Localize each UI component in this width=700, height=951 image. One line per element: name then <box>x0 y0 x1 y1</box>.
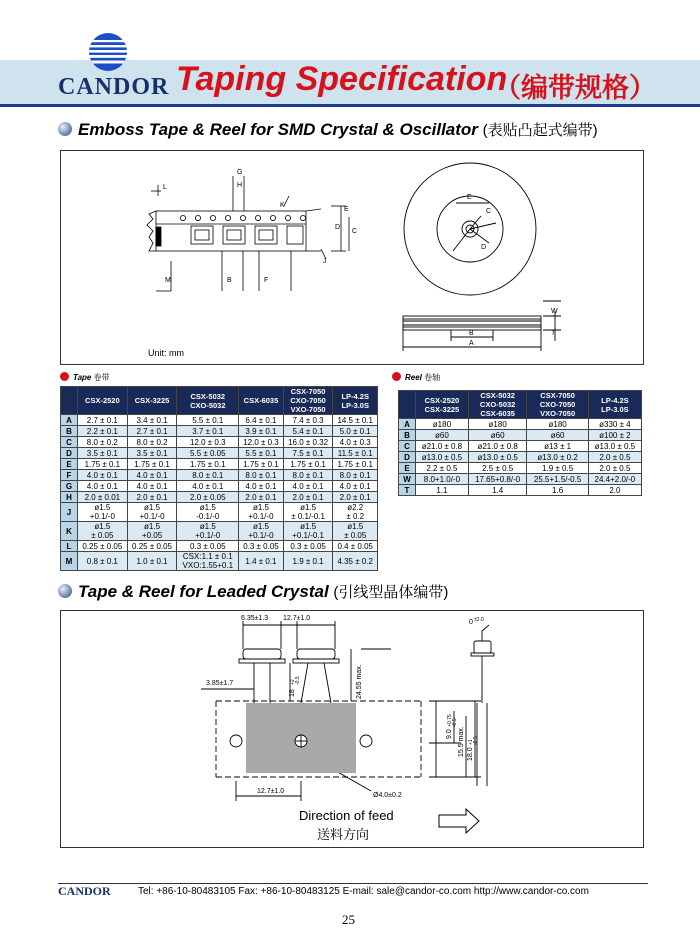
dim-angle-tol: ±2.0 <box>474 617 484 623</box>
reel-row-label: T <box>399 485 416 496</box>
dim-C: C <box>352 228 358 235</box>
tape-cell: 3.5 ± 0.1 <box>127 448 177 459</box>
tape-cell: 8.0 ± 0.1 <box>333 470 378 481</box>
tape-header-cell: CSX-5032 CXO-5032 <box>177 387 239 415</box>
tape-cell: 0.25 ± 0.05 <box>127 541 177 552</box>
tape-cell: 4.0 ± 0.1 <box>177 481 239 492</box>
reel-table-row <box>399 485 642 496</box>
tape-cell: ø1.5 +0.1/-0 <box>239 503 284 522</box>
reel-header-cell: CSX-5032 CXO-5032 CSX-6035 <box>468 391 527 419</box>
tape-cell: 8.0 ± 0.2 <box>78 437 128 448</box>
reel-cell: ø13 ± 1 <box>527 441 588 452</box>
reel-row-label: D <box>399 452 416 463</box>
reel-row-label: C <box>399 441 416 452</box>
dim-M: M <box>165 277 171 284</box>
feed-label: Direction of feed <box>299 808 394 823</box>
tape-cell: 3.7 ± 0.1 <box>177 426 239 437</box>
reel-cell: ø330 ± 4 <box>588 419 641 430</box>
reel-label-cn: 卷轴 <box>424 373 441 382</box>
reel-cell: ø13.0 ± 0.5 <box>468 452 527 463</box>
tape-cell: 0.3 ± 0.05 <box>177 541 239 552</box>
reel-cell: 1.9 ± 0.5 <box>527 463 588 474</box>
tape-cell: 0.4 ± 0.05 <box>333 541 378 552</box>
reel-cell: 2.0 <box>588 485 641 496</box>
tape-table-row <box>61 492 378 503</box>
dim-G: G <box>237 169 243 176</box>
tape-cell: 5.5 ± 0.05 <box>177 448 239 459</box>
reel-table-row <box>399 463 642 474</box>
tape-cell: 16.0 ± 0.32 <box>283 437 333 448</box>
section2-title-cn: (引线型晶体编带) <box>333 584 449 601</box>
dim-D: D <box>335 224 341 231</box>
dim-top-right: 12.7±1.0 <box>283 615 311 622</box>
dim-E: E <box>344 206 349 213</box>
reel-cell: 24.4+2.0/-0 <box>588 474 641 485</box>
tape-table-row <box>61 481 378 492</box>
reel-cell: 1.4 <box>468 485 527 496</box>
tape-table-row <box>61 459 378 470</box>
tape-cell: 4.0 ± 0.1 <box>333 481 378 492</box>
tape-cell: 1.75 ± 0.1 <box>177 459 239 470</box>
tape-cell: 4.0 ± 0.1 <box>239 481 284 492</box>
reel-table-row <box>399 419 642 430</box>
reel-cell: 8.0+1.0/-0 <box>416 474 469 485</box>
section2-title <box>58 581 448 602</box>
tape-header-cell: CSX-3225 <box>127 387 177 415</box>
tape-cell: 3.4 ± 0.1 <box>127 415 177 426</box>
tape-table-row <box>61 415 378 426</box>
reel-table <box>398 390 642 496</box>
reel-header-cell: CSX-7050 CXO-7050 VXO-7050 <box>527 391 588 419</box>
tape-cell: 1.75 ± 0.1 <box>283 459 333 470</box>
tape-cell: ø1.5 ± 0.05 <box>333 522 378 541</box>
tape-row-label: A <box>61 415 78 426</box>
tape-cell: 0.3 ± 0.05 <box>239 541 284 552</box>
tape-cell: 2.7 ± 0.1 <box>127 426 177 437</box>
tape-cell: ø1.5 -0.1/-0 <box>177 503 239 522</box>
tape-cell: 12.0 ± 0.3 <box>239 437 284 448</box>
section1-title <box>58 119 598 140</box>
dim-lead-tol-plus: +2 <box>290 679 296 685</box>
tape-cell: ø1.5 +0.1/-0 <box>78 503 128 522</box>
reel-row-label: W <box>399 474 416 485</box>
tape-cell: CSX:1.1 ± 0.1 VXO:1.55+0.1 <box>177 552 239 571</box>
tape-table-label <box>60 372 110 383</box>
page-title: Taping Specification <box>176 60 508 98</box>
tape-cell: 1.9 ± 0.1 <box>283 552 333 571</box>
tape-cell: ø1.5 ± 0.05 <box>78 522 128 541</box>
dim-pitch: 12.7±1.0 <box>257 788 285 795</box>
tape-row-label: J <box>61 503 78 522</box>
tape-cell: 4.35 ± 0.2 <box>333 552 378 571</box>
section1-title-text: Emboss Tape & Reel for SMD Crystal & Oscillator <box>78 120 478 139</box>
tape-row-label: E <box>61 459 78 470</box>
tape-cell: 4.0 ± 0.1 <box>78 481 128 492</box>
tape-cell: 2.0 ± 0.1 <box>127 492 177 503</box>
tape-cell: 7.5 ± 0.1 <box>283 448 333 459</box>
tape-cell: 1.75 ± 0.1 <box>333 459 378 470</box>
reel-cell: 1.1 <box>416 485 469 496</box>
tape-row-label: D <box>61 448 78 459</box>
tape-cell: 14.5 ± 0.1 <box>333 415 378 426</box>
tape-table-row <box>61 437 378 448</box>
dim-hole-tol-plus: +0.75 <box>447 714 453 727</box>
tape-cell: 1.4 ± 0.1 <box>239 552 284 571</box>
tape-header-cell: CSX-2520 <box>78 387 128 415</box>
reel-cell: ø60 <box>527 430 588 441</box>
tape-cell: 2.0 ± 0.1 <box>333 492 378 503</box>
tape-row-label: K <box>61 522 78 541</box>
dim-tape-total: 18.0 <box>467 747 474 761</box>
dim-H: H <box>237 182 243 189</box>
dim-K: K <box>280 202 285 209</box>
tape-cell: 2.0 ± 0.1 <box>283 492 333 503</box>
reel-cell: ø60 <box>416 430 469 441</box>
tape-cell: 5.0 ± 0.1 <box>333 426 378 437</box>
tape-cell: 1.75 ± 0.1 <box>78 459 128 470</box>
tape-cell: ø1.5 +0.1/-0 <box>127 503 177 522</box>
tape-row-label: C <box>61 437 78 448</box>
tape-cell: 2.0 ± 0.01 <box>78 492 128 503</box>
tape-cell: 1.0 ± 0.1 <box>127 552 177 571</box>
dim-tape-tol-plus: +1 <box>468 739 474 745</box>
dim-overall: 24.55 max. <box>356 664 363 699</box>
reel-table-row <box>399 430 642 441</box>
reel-cell: ø60 <box>468 430 527 441</box>
dim-J: J <box>323 258 327 265</box>
tape-table-row <box>61 470 378 481</box>
tape-header-cell: LP-4.2S LP-3.0S <box>333 387 378 415</box>
feed-label-cn: 送料方向 <box>317 827 370 842</box>
tape-cell: 8.0 ± 0.1 <box>177 470 239 481</box>
reel-dim-E: E <box>467 194 472 201</box>
reel-row-label: B <box>399 430 416 441</box>
tape-header-cell: CSX-7050 CXO-7050 VXO-7050 <box>283 387 333 415</box>
tape-cell: ø1.5 +0.1/-0 <box>239 522 284 541</box>
reel-header-cell: LP-4.2S LP-3.0S <box>588 391 641 419</box>
red-dot-icon <box>60 372 69 381</box>
tape-drawing-svg <box>61 151 643 364</box>
tape-row-label: L <box>61 541 78 552</box>
reel-dim-T: T <box>551 330 556 337</box>
footer-rule <box>58 883 648 884</box>
tape-cell: 3.5 ± 0.1 <box>78 448 128 459</box>
reel-cell: ø21.0 ± 0.8 <box>416 441 469 452</box>
tape-cell: ø2.2 ± 0.2 <box>333 503 378 522</box>
tape-cell: 0.3 ± 0.05 <box>283 541 333 552</box>
reel-cell: 2.5 ± 0.5 <box>468 463 527 474</box>
reel-row-label: E <box>399 463 416 474</box>
reel-table-label <box>392 372 440 383</box>
dim-lead-height: 18 <box>289 689 296 697</box>
tape-label: Tape <box>73 373 92 382</box>
bullet-icon <box>58 122 72 136</box>
tape-cell: 1.75 ± 0.1 <box>127 459 177 470</box>
reel-cell: 25.5+1.5/-0.5 <box>527 474 588 485</box>
tape-cell: 2.0 ± 0.1 <box>239 492 284 503</box>
reel-dim-W: W <box>551 308 558 315</box>
tape-cell: 0.8 ± 0.1 <box>78 552 128 571</box>
bullet-icon <box>58 584 72 598</box>
dim-angle: 0 <box>469 619 473 626</box>
page-title-cn: （编带规格） <box>494 73 656 103</box>
reel-row-label: A <box>399 419 416 430</box>
reel-cell: ø180 <box>527 419 588 430</box>
reel-cell: ø13.0 ± 0.5 <box>588 441 641 452</box>
reel-cell: ø180 <box>416 419 469 430</box>
tape-cell: 1.75 ± 0.1 <box>239 459 284 470</box>
reel-cell: ø180 <box>468 419 527 430</box>
logo-text: CANDOR <box>58 74 170 100</box>
tape-cell: 6.4 ± 0.1 <box>239 415 284 426</box>
tape-cell: 3.9 ± 0.1 <box>239 426 284 437</box>
reel-cell: ø21.0 ± 0.8 <box>468 441 527 452</box>
dim-hole-offset: 9.0 <box>446 729 453 739</box>
logo-globe-icon <box>88 32 128 72</box>
tape-row-label: H <box>61 492 78 503</box>
tape-row-label: B <box>61 426 78 437</box>
reel-cell: ø13.0 ± 0.5 <box>416 452 469 463</box>
tape-table-row <box>61 426 378 437</box>
tape-row-label: G <box>61 481 78 492</box>
tape-cell: ø1.5 ± 0.1/-0.1 <box>283 503 333 522</box>
tape-table-row <box>61 552 378 571</box>
dim-F: F <box>264 277 269 284</box>
reel-cell: ø100 ± 2 <box>588 430 641 441</box>
tape-cell: 0.25 ± 0.05 <box>78 541 128 552</box>
tape-table-row <box>61 522 378 541</box>
tape-table-row <box>61 448 378 459</box>
reel-dim-C: C <box>486 208 492 215</box>
tape-cell: 5.5 ± 0.1 <box>177 415 239 426</box>
tape-cell: 12.0 ± 0.3 <box>177 437 239 448</box>
tape-cell: 5.4 ± 0.1 <box>283 426 333 437</box>
reel-cell: 2.2 ± 0.5 <box>416 463 469 474</box>
dim-L: L <box>163 184 167 191</box>
tape-cell: ø1.5 +0.1/-0 <box>177 522 239 541</box>
tape-cell: 4.0 ± 0.1 <box>127 481 177 492</box>
tape-header-cell: CSX-6035 <box>239 387 284 415</box>
dim-B: B <box>227 277 232 284</box>
reel-label: Reel <box>405 373 422 382</box>
tape-cell: 2.7 ± 0.1 <box>78 415 128 426</box>
unit-label: Unit: mm <box>148 348 184 358</box>
tape-cell: 4.0 ± 0.1 <box>283 481 333 492</box>
tape-cell: 4.0 ± 0.3 <box>333 437 378 448</box>
tape-reel-drawing <box>60 150 644 365</box>
reel-cell: 2.0 ± 0.5 <box>588 463 641 474</box>
header-rule <box>0 104 700 107</box>
tape-cell: 11.5 ± 0.1 <box>333 448 378 459</box>
red-dot-icon <box>392 372 401 381</box>
tape-cell: 8.0 ± 0.1 <box>283 470 333 481</box>
section1-title-cn: (表贴凸起式编带) <box>482 122 598 139</box>
dim-tape-tol-minus: -0.5 <box>473 736 479 745</box>
dim-left-offset: 3.85±1.7 <box>206 680 234 687</box>
tape-table-row <box>61 503 378 522</box>
tape-cell: 8.0 ± 0.1 <box>239 470 284 481</box>
tape-cell: 2.2 ± 0.1 <box>78 426 128 437</box>
reel-table-row <box>399 452 642 463</box>
tape-cell: 8.0 ± 0.2 <box>127 437 177 448</box>
reel-cell: 17.65+0.8/-0 <box>468 474 527 485</box>
dim-top-left: 6.35±1.3 <box>241 615 269 622</box>
reel-cell: ø13.0 ± 0.2 <box>527 452 588 463</box>
leaded-drawing <box>60 610 644 848</box>
section2-title-text: Tape & Reel for Leaded Crystal <box>78 582 329 601</box>
tape-row-label: M <box>61 552 78 571</box>
reel-cell: 2.0 ± 0.5 <box>588 452 641 463</box>
tape-row-label: F <box>61 470 78 481</box>
reel-dim-A: A <box>469 340 474 347</box>
tape-label-cn: 卷带 <box>93 373 110 382</box>
tape-cell: 2.0 ± 0.05 <box>177 492 239 503</box>
reel-table-row <box>399 441 642 452</box>
dim-tape-width: 15.5 max. <box>458 726 465 757</box>
dim-hole-tol-minus: -0.5 <box>452 718 458 727</box>
page-number: 25 <box>342 912 355 927</box>
tape-header-cell <box>61 387 78 415</box>
tape-cell: ø1.5 +0.05 <box>127 522 177 541</box>
reel-table-row <box>399 474 642 485</box>
tape-cell: 4.0 ± 0.1 <box>127 470 177 481</box>
reel-dim-D: D <box>481 244 487 251</box>
reel-dim-B: B <box>469 330 474 337</box>
dim-hole-dia: Ø4.0±0.2 <box>373 792 402 799</box>
tape-cell: 4.0 ± 0.1 <box>78 470 128 481</box>
tape-cell: 7.4 ± 0.3 <box>283 415 333 426</box>
tape-table <box>60 386 378 571</box>
footer-logo: CANDOR <box>58 884 111 898</box>
tape-table-row <box>61 541 378 552</box>
reel-header-cell: CSX-2520 CSX-3225 <box>416 391 469 419</box>
reel-header-cell <box>399 391 416 419</box>
tape-cell: ø1.5 +0.1/-0.1 <box>283 522 333 541</box>
dim-lead-tol-minus: -0.5 <box>295 676 301 685</box>
footer-contact: Tel: +86-10-80483105 Fax: +86-10-80483125 E-mail: sale@candor-co.com http://www.candor-co.com <box>138 886 589 897</box>
reel-cell: 1.6 <box>527 485 588 496</box>
tape-cell: 5.5 ± 0.1 <box>239 448 284 459</box>
